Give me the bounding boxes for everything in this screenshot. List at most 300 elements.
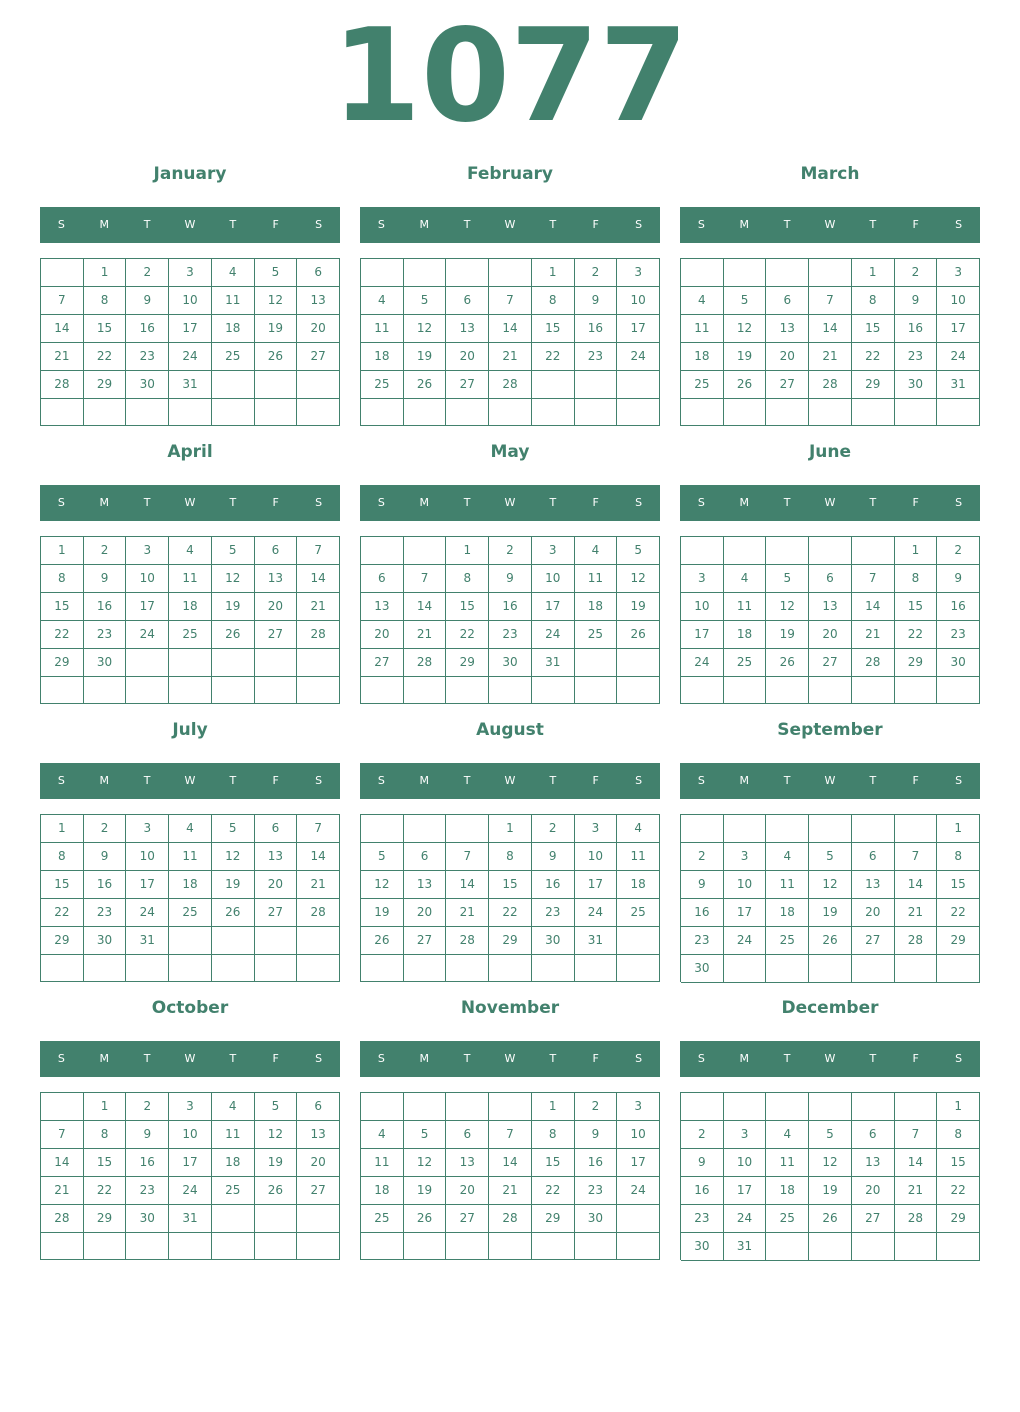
empty-cell — [404, 1093, 447, 1121]
empty-cell — [852, 1093, 895, 1121]
day-cell: 1 — [937, 1093, 980, 1121]
empty-cell — [724, 1093, 767, 1121]
day-cell: 29 — [41, 649, 84, 677]
day-cell: 24 — [617, 1177, 660, 1205]
day-cell: 22 — [937, 899, 980, 927]
day-cell: 13 — [361, 593, 404, 621]
empty-cell — [617, 955, 660, 982]
weekday-label: T — [229, 218, 237, 231]
day-cell: 7 — [489, 1121, 532, 1149]
empty-cell — [809, 1093, 852, 1121]
day-cell: 21 — [297, 593, 340, 621]
day-cell: 27 — [809, 649, 852, 677]
day-cell: 1 — [937, 815, 980, 843]
day-cell: 11 — [766, 1149, 809, 1177]
weekday-header — [680, 485, 980, 521]
weekday-label: S — [697, 218, 705, 231]
day-cell: 1 — [84, 1093, 127, 1121]
day-cell: 30 — [681, 955, 724, 983]
empty-cell — [361, 537, 404, 565]
day-cell: 16 — [489, 593, 532, 621]
day-cell: 31 — [169, 371, 212, 399]
day-cell: 5 — [809, 843, 852, 871]
day-cell: 2 — [575, 259, 618, 287]
day-cell: 12 — [617, 565, 660, 593]
empty-cell — [575, 649, 618, 677]
day-cell: 14 — [895, 871, 938, 899]
weekday-label: W — [504, 774, 516, 787]
empty-cell — [297, 1205, 340, 1233]
weekday-label: F — [592, 496, 599, 509]
day-cell: 8 — [532, 287, 575, 315]
day-cell: 19 — [724, 343, 767, 371]
day-cell: 18 — [724, 621, 767, 649]
day-cell: 21 — [895, 899, 938, 927]
day-cell: 10 — [724, 1149, 767, 1177]
day-cell: 15 — [84, 315, 127, 343]
empty-cell — [766, 677, 809, 704]
day-cell: 13 — [809, 593, 852, 621]
weekday-label: F — [272, 496, 279, 509]
month-name: August — [476, 720, 544, 740]
day-cell: 30 — [126, 371, 169, 399]
day-cell: 4 — [724, 565, 767, 593]
day-cell: 11 — [724, 593, 767, 621]
day-cell: 10 — [575, 843, 618, 871]
weekday-label: S — [377, 774, 385, 787]
weekday-label: T — [549, 1052, 557, 1065]
weekday-label: T — [229, 1052, 237, 1065]
weekday-label: S — [57, 496, 65, 509]
empty-cell — [895, 677, 938, 704]
day-cell: 20 — [852, 1177, 895, 1205]
day-cell: 14 — [809, 315, 852, 343]
weekday-label: W — [504, 1052, 516, 1065]
day-cell: 26 — [404, 1205, 447, 1233]
day-cell: 22 — [41, 621, 84, 649]
day-cell: 27 — [766, 371, 809, 399]
day-cell: 15 — [895, 593, 938, 621]
empty-cell — [41, 1233, 84, 1260]
weekday-label: S — [697, 496, 705, 509]
weekday-label: F — [272, 774, 279, 787]
day-cell: 2 — [532, 815, 575, 843]
day-cell: 5 — [212, 815, 255, 843]
day-cell: 19 — [404, 343, 447, 371]
weekday-label: M — [739, 218, 750, 231]
day-cell: 23 — [84, 899, 127, 927]
day-cell: 4 — [361, 287, 404, 315]
empty-cell — [895, 399, 938, 426]
day-cell: 4 — [361, 1121, 404, 1149]
day-cell: 10 — [532, 565, 575, 593]
day-cell: 27 — [852, 927, 895, 955]
day-cell: 31 — [126, 927, 169, 955]
day-cell: 29 — [41, 927, 84, 955]
day-cell: 30 — [895, 371, 938, 399]
day-grid — [360, 536, 660, 704]
empty-cell — [809, 259, 852, 287]
day-cell: 20 — [446, 343, 489, 371]
day-cell: 8 — [895, 565, 938, 593]
day-cell: 14 — [404, 593, 447, 621]
day-cell: 1 — [532, 1093, 575, 1121]
day-cell: 8 — [446, 565, 489, 593]
empty-cell — [895, 955, 938, 983]
day-cell: 9 — [681, 871, 724, 899]
day-cell: 16 — [895, 315, 938, 343]
day-cell: 25 — [766, 927, 809, 955]
day-cell: 15 — [937, 1149, 980, 1177]
weekday-label: F — [912, 774, 919, 787]
day-cell: 9 — [681, 1149, 724, 1177]
day-cell: 13 — [404, 871, 447, 899]
day-cell: 29 — [489, 927, 532, 955]
weekday-label: T — [463, 218, 471, 231]
day-cell: 12 — [809, 871, 852, 899]
day-grid — [40, 258, 340, 426]
empty-cell — [212, 955, 255, 982]
day-cell: 24 — [169, 1177, 212, 1205]
day-cell: 17 — [681, 621, 724, 649]
day-cell: 6 — [255, 537, 298, 565]
month-name: March — [800, 164, 860, 184]
empty-cell — [617, 927, 660, 955]
day-cell: 4 — [575, 537, 618, 565]
empty-cell — [41, 1093, 84, 1121]
day-cell: 19 — [212, 593, 255, 621]
weekday-label: S — [57, 218, 65, 231]
empty-cell — [361, 1093, 404, 1121]
day-cell: 26 — [809, 927, 852, 955]
empty-cell — [724, 259, 767, 287]
empty-cell — [852, 677, 895, 704]
day-cell: 13 — [297, 287, 340, 315]
day-cell: 21 — [404, 621, 447, 649]
empty-cell — [766, 815, 809, 843]
day-cell: 9 — [532, 843, 575, 871]
day-cell: 7 — [852, 565, 895, 593]
day-cell: 16 — [681, 1177, 724, 1205]
day-cell: 15 — [937, 871, 980, 899]
weekday-label: F — [592, 1052, 599, 1065]
day-cell: 31 — [169, 1205, 212, 1233]
day-cell: 8 — [532, 1121, 575, 1149]
weekday-label: S — [697, 1052, 705, 1065]
day-cell: 9 — [575, 287, 618, 315]
day-cell: 2 — [489, 537, 532, 565]
weekday-header — [360, 1041, 660, 1077]
day-cell: 5 — [361, 843, 404, 871]
day-cell: 19 — [809, 899, 852, 927]
empty-cell — [489, 1233, 532, 1260]
weekday-label: S — [57, 1052, 65, 1065]
day-cell: 15 — [41, 871, 84, 899]
day-cell: 27 — [297, 1177, 340, 1205]
empty-cell — [126, 955, 169, 982]
weekday-label: M — [739, 774, 750, 787]
day-cell: 3 — [169, 1093, 212, 1121]
day-cell: 28 — [809, 371, 852, 399]
day-cell: 9 — [84, 843, 127, 871]
empty-cell — [937, 1233, 980, 1261]
day-cell: 8 — [937, 843, 980, 871]
empty-cell — [446, 399, 489, 426]
day-cell: 26 — [724, 371, 767, 399]
weekday-label: F — [912, 496, 919, 509]
day-grid — [360, 1092, 660, 1260]
empty-cell — [297, 955, 340, 982]
day-cell: 5 — [617, 537, 660, 565]
day-cell: 3 — [724, 1121, 767, 1149]
day-cell: 2 — [126, 259, 169, 287]
day-cell: 29 — [852, 371, 895, 399]
day-cell: 7 — [297, 815, 340, 843]
day-cell: 9 — [84, 565, 127, 593]
empty-cell — [809, 537, 852, 565]
day-cell: 7 — [446, 843, 489, 871]
weekday-header — [360, 485, 660, 521]
weekday-label: T — [783, 496, 791, 509]
day-cell: 10 — [126, 843, 169, 871]
empty-cell — [766, 1233, 809, 1261]
empty-cell — [41, 259, 84, 287]
day-cell: 7 — [41, 1121, 84, 1149]
day-cell: 1 — [41, 537, 84, 565]
day-cell: 27 — [852, 1205, 895, 1233]
day-cell: 26 — [766, 649, 809, 677]
day-cell: 22 — [446, 621, 489, 649]
day-cell: 21 — [852, 621, 895, 649]
day-cell: 13 — [852, 871, 895, 899]
day-cell: 10 — [937, 287, 980, 315]
empty-cell — [809, 399, 852, 426]
weekday-label: S — [635, 1052, 643, 1065]
day-cell: 17 — [532, 593, 575, 621]
empty-cell — [361, 815, 404, 843]
day-cell: 5 — [766, 565, 809, 593]
weekday-label: W — [184, 1052, 196, 1065]
empty-cell — [681, 537, 724, 565]
day-cell: 18 — [617, 871, 660, 899]
day-cell: 6 — [809, 565, 852, 593]
empty-cell — [617, 371, 660, 399]
weekday-label: W — [184, 218, 196, 231]
empty-cell — [724, 399, 767, 426]
empty-cell — [212, 1233, 255, 1260]
day-cell: 26 — [361, 927, 404, 955]
day-cell: 12 — [212, 843, 255, 871]
day-cell: 5 — [212, 537, 255, 565]
day-cell: 12 — [404, 1149, 447, 1177]
day-cell: 23 — [532, 899, 575, 927]
day-grid — [680, 1092, 980, 1260]
day-cell: 7 — [895, 1121, 938, 1149]
day-cell: 2 — [895, 259, 938, 287]
day-cell: 4 — [169, 537, 212, 565]
day-cell: 29 — [937, 1205, 980, 1233]
empty-cell — [766, 537, 809, 565]
day-cell: 1 — [532, 259, 575, 287]
day-cell: 20 — [255, 871, 298, 899]
empty-cell — [446, 815, 489, 843]
day-cell: 24 — [532, 621, 575, 649]
day-cell: 17 — [169, 1149, 212, 1177]
empty-cell — [361, 259, 404, 287]
weekday-label: S — [955, 774, 963, 787]
day-cell: 17 — [937, 315, 980, 343]
day-cell: 27 — [361, 649, 404, 677]
day-cell: 16 — [126, 315, 169, 343]
day-cell: 1 — [446, 537, 489, 565]
empty-cell — [489, 259, 532, 287]
day-cell: 6 — [446, 1121, 489, 1149]
empty-cell — [361, 677, 404, 704]
empty-cell — [212, 1205, 255, 1233]
day-cell: 18 — [681, 343, 724, 371]
empty-cell — [446, 259, 489, 287]
day-cell: 21 — [297, 871, 340, 899]
day-cell: 12 — [404, 315, 447, 343]
empty-cell — [169, 677, 212, 704]
weekday-label: T — [143, 496, 151, 509]
day-cell: 28 — [489, 1205, 532, 1233]
day-cell: 24 — [575, 899, 618, 927]
empty-cell — [895, 1093, 938, 1121]
weekday-label: T — [549, 496, 557, 509]
empty-cell — [169, 399, 212, 426]
day-cell: 6 — [404, 843, 447, 871]
day-cell: 15 — [84, 1149, 127, 1177]
month-name: April — [167, 442, 213, 462]
day-cell: 6 — [852, 843, 895, 871]
empty-cell — [852, 815, 895, 843]
empty-cell — [297, 927, 340, 955]
day-cell: 11 — [212, 1121, 255, 1149]
weekday-label: S — [635, 496, 643, 509]
day-cell: 15 — [489, 871, 532, 899]
day-cell: 13 — [446, 315, 489, 343]
day-cell: 23 — [126, 343, 169, 371]
day-cell: 17 — [724, 1177, 767, 1205]
day-cell: 7 — [404, 565, 447, 593]
weekday-label: T — [783, 218, 791, 231]
day-cell: 15 — [852, 315, 895, 343]
weekday-label: M — [419, 774, 430, 787]
empty-cell — [169, 927, 212, 955]
day-cell: 14 — [852, 593, 895, 621]
day-cell: 21 — [809, 343, 852, 371]
empty-cell — [41, 677, 84, 704]
day-cell: 15 — [532, 1149, 575, 1177]
day-cell: 24 — [126, 899, 169, 927]
day-cell: 16 — [532, 871, 575, 899]
day-cell: 2 — [84, 815, 127, 843]
day-cell: 19 — [809, 1177, 852, 1205]
weekday-header — [40, 763, 340, 799]
day-cell: 3 — [937, 259, 980, 287]
empty-cell — [169, 1233, 212, 1260]
day-cell: 3 — [617, 259, 660, 287]
day-cell: 20 — [297, 315, 340, 343]
day-cell: 24 — [724, 1205, 767, 1233]
day-cell: 10 — [169, 287, 212, 315]
day-cell: 8 — [489, 843, 532, 871]
empty-cell — [617, 677, 660, 704]
empty-cell — [255, 677, 298, 704]
day-cell: 29 — [895, 649, 938, 677]
day-cell: 10 — [724, 871, 767, 899]
day-cell: 3 — [681, 565, 724, 593]
day-cell: 3 — [617, 1093, 660, 1121]
empty-cell — [617, 1233, 660, 1260]
day-cell: 22 — [489, 899, 532, 927]
day-cell: 24 — [126, 621, 169, 649]
empty-cell — [404, 399, 447, 426]
weekday-header — [680, 763, 980, 799]
day-cell: 24 — [724, 927, 767, 955]
day-cell: 22 — [532, 1177, 575, 1205]
day-cell: 24 — [681, 649, 724, 677]
day-cell: 7 — [809, 287, 852, 315]
weekday-label: S — [635, 218, 643, 231]
day-cell: 5 — [724, 287, 767, 315]
day-cell: 15 — [41, 593, 84, 621]
day-cell: 17 — [724, 899, 767, 927]
day-cell: 24 — [617, 343, 660, 371]
weekday-label: F — [912, 1052, 919, 1065]
empty-cell — [297, 1233, 340, 1260]
day-cell: 18 — [212, 315, 255, 343]
weekday-label: S — [315, 774, 323, 787]
weekday-label: T — [143, 218, 151, 231]
day-cell: 11 — [212, 287, 255, 315]
empty-cell — [255, 371, 298, 399]
day-cell: 9 — [126, 1121, 169, 1149]
day-cell: 30 — [84, 649, 127, 677]
day-cell: 19 — [255, 1149, 298, 1177]
empty-cell — [532, 399, 575, 426]
day-cell: 27 — [255, 899, 298, 927]
day-cell: 17 — [126, 593, 169, 621]
day-cell: 6 — [255, 815, 298, 843]
weekday-label: S — [955, 1052, 963, 1065]
empty-cell — [255, 649, 298, 677]
day-cell: 29 — [84, 1205, 127, 1233]
day-cell: 21 — [41, 1177, 84, 1205]
day-grid — [680, 258, 980, 426]
empty-cell — [575, 371, 618, 399]
empty-cell — [532, 371, 575, 399]
day-cell: 8 — [852, 287, 895, 315]
day-cell: 9 — [489, 565, 532, 593]
weekday-label: T — [143, 774, 151, 787]
day-cell: 14 — [895, 1149, 938, 1177]
day-cell: 2 — [126, 1093, 169, 1121]
weekday-label: F — [592, 774, 599, 787]
empty-cell — [84, 399, 127, 426]
day-cell: 3 — [169, 259, 212, 287]
empty-cell — [937, 955, 980, 983]
day-cell: 29 — [937, 927, 980, 955]
empty-cell — [575, 955, 618, 982]
weekday-label: M — [99, 1052, 110, 1065]
day-cell: 2 — [937, 537, 980, 565]
day-cell: 17 — [169, 315, 212, 343]
month-name: July — [172, 720, 208, 740]
empty-cell — [681, 259, 724, 287]
empty-cell — [84, 1233, 127, 1260]
